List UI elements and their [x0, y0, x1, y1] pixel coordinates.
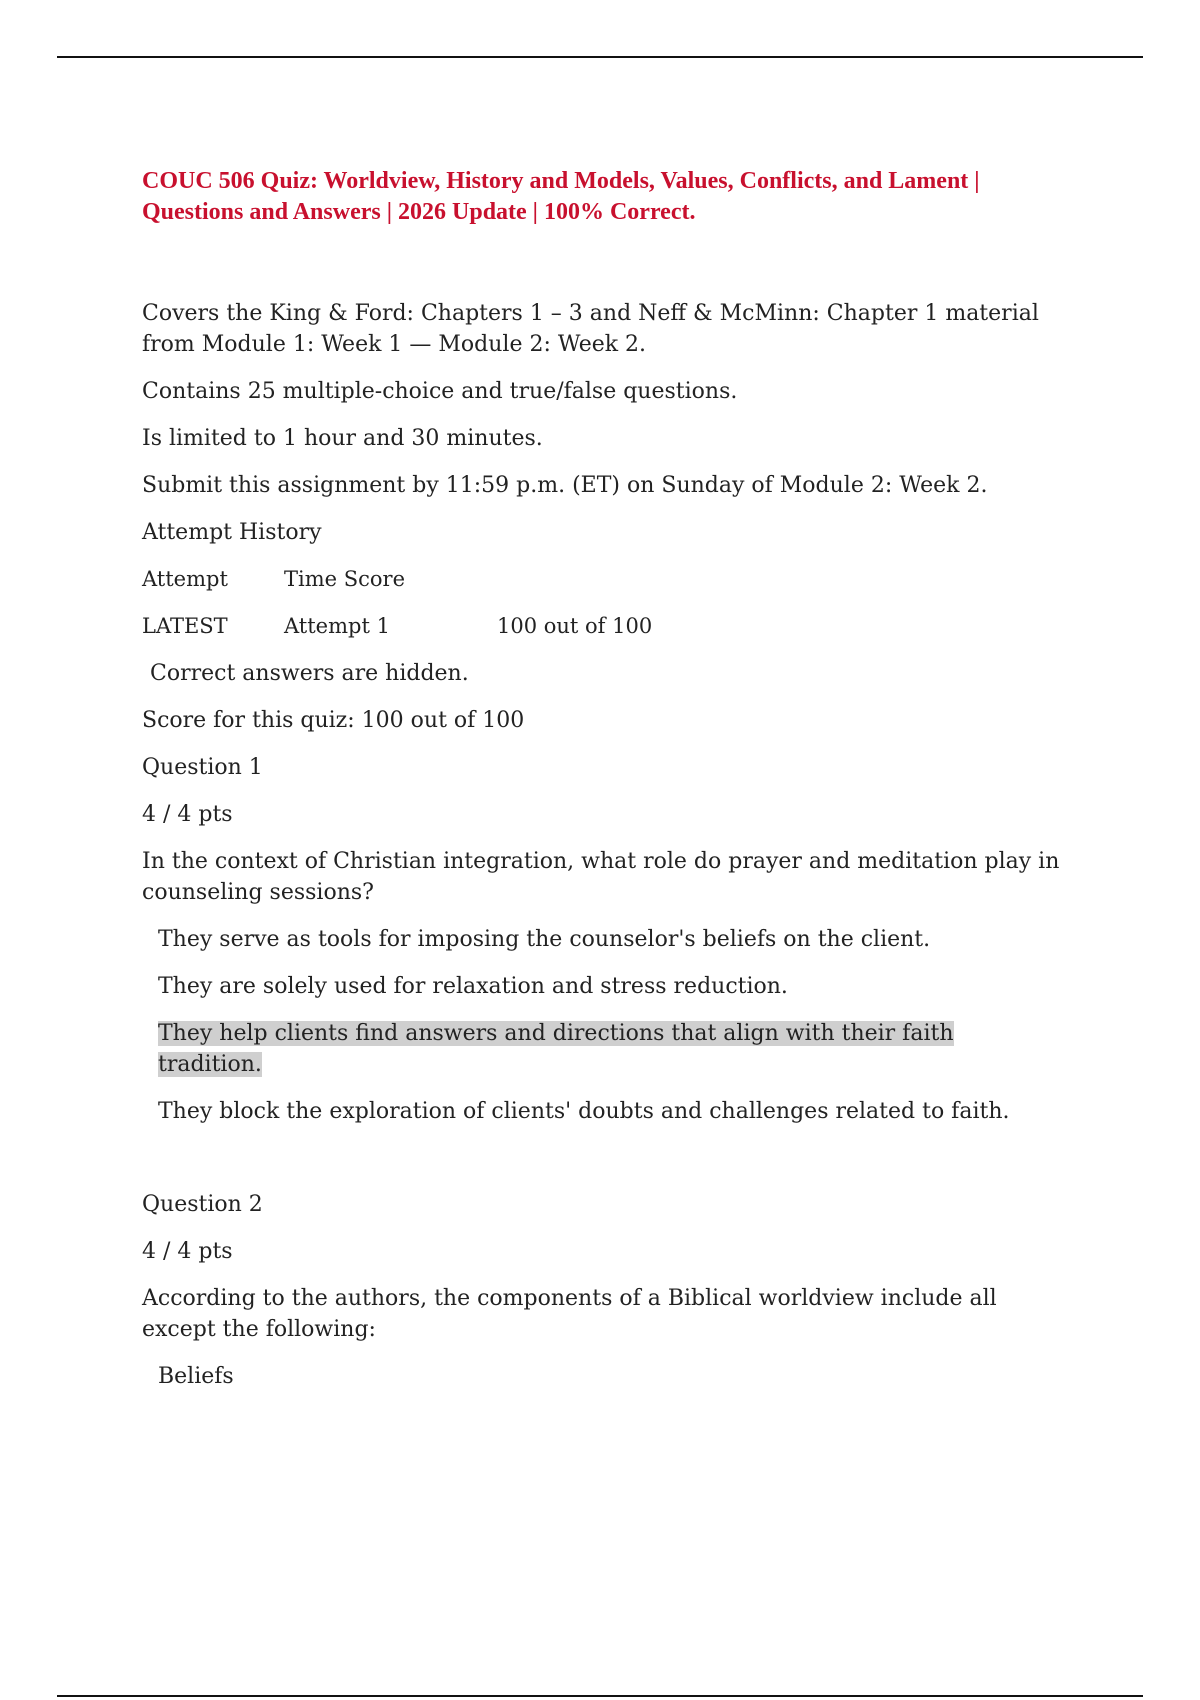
question-1-text: In the context of Christian integration, what role do prayer and meditation play in counseling sessions? — [142, 849, 1060, 905]
top-rule — [57, 56, 1143, 58]
document-body — [142, 166, 1062, 1408]
intro-contains: Contains 25 multiple-choice and true/false questions. — [142, 379, 738, 404]
question-1-label: Question 1 — [142, 755, 263, 780]
selected-answer-highlight: They help clients find answers and directions that align with their faith tradition. — [158, 1021, 954, 1077]
header-score: Score — [343, 567, 406, 591]
attempt-score: 100 out of 100 — [497, 614, 653, 638]
intro-limit: Is limited to 1 hour and 30 minutes. — [142, 426, 543, 451]
hidden-note: Correct answers are hidden. — [150, 661, 469, 686]
bottom-rule — [57, 1695, 1143, 1697]
question-1-points: 4 / 4 pts — [142, 802, 233, 827]
question-1-option-3-selected — [142, 1018, 1062, 1080]
question-2-option-1: Beliefs — [158, 1364, 234, 1389]
question-2-label: Question 2 — [142, 1192, 263, 1217]
attempt-history-row — [142, 611, 1062, 642]
question-1-option-2: They are solely used for relaxation and stress reduction. — [158, 974, 788, 999]
document-title: COUC 506 Quiz: Worldview, History and Models, Values, Conflicts, and Lament | Questions and Answers | 2026 Update | 100% Correct. — [142, 168, 980, 225]
attempt-history-heading: Attempt History — [142, 520, 322, 545]
attempt-history-header-row — [142, 564, 1062, 595]
header-attempt: Attempt — [142, 567, 228, 591]
intro-covers: Covers the King & Ford: Chapters 1 – 3 and Neff & McMinn: Chapter 1 material from Module 1: Week 1 — Module 2: Week 2. — [142, 301, 1039, 357]
attempt-label: LATEST — [142, 614, 228, 638]
question-1-option-4: They block the exploration of clients' doubts and challenges related to faith. — [158, 1099, 1010, 1124]
header-time: Time — [284, 567, 338, 591]
attempt-link[interactable]: Attempt 1 — [284, 614, 390, 638]
question-1-option-1: They serve as tools for imposing the counselor's beliefs on the client. — [158, 927, 931, 952]
quiz-score: Score for this quiz: 100 out of 100 — [142, 708, 525, 733]
intro-submit: Submit this assignment by 11:59 p.m. (ET) on Sunday of Module 2: Week 2. — [142, 473, 988, 498]
question-2-points: 4 / 4 pts — [142, 1239, 233, 1264]
question-2-text: According to the authors, the components of a Biblical worldview include all except the following: — [142, 1286, 997, 1342]
